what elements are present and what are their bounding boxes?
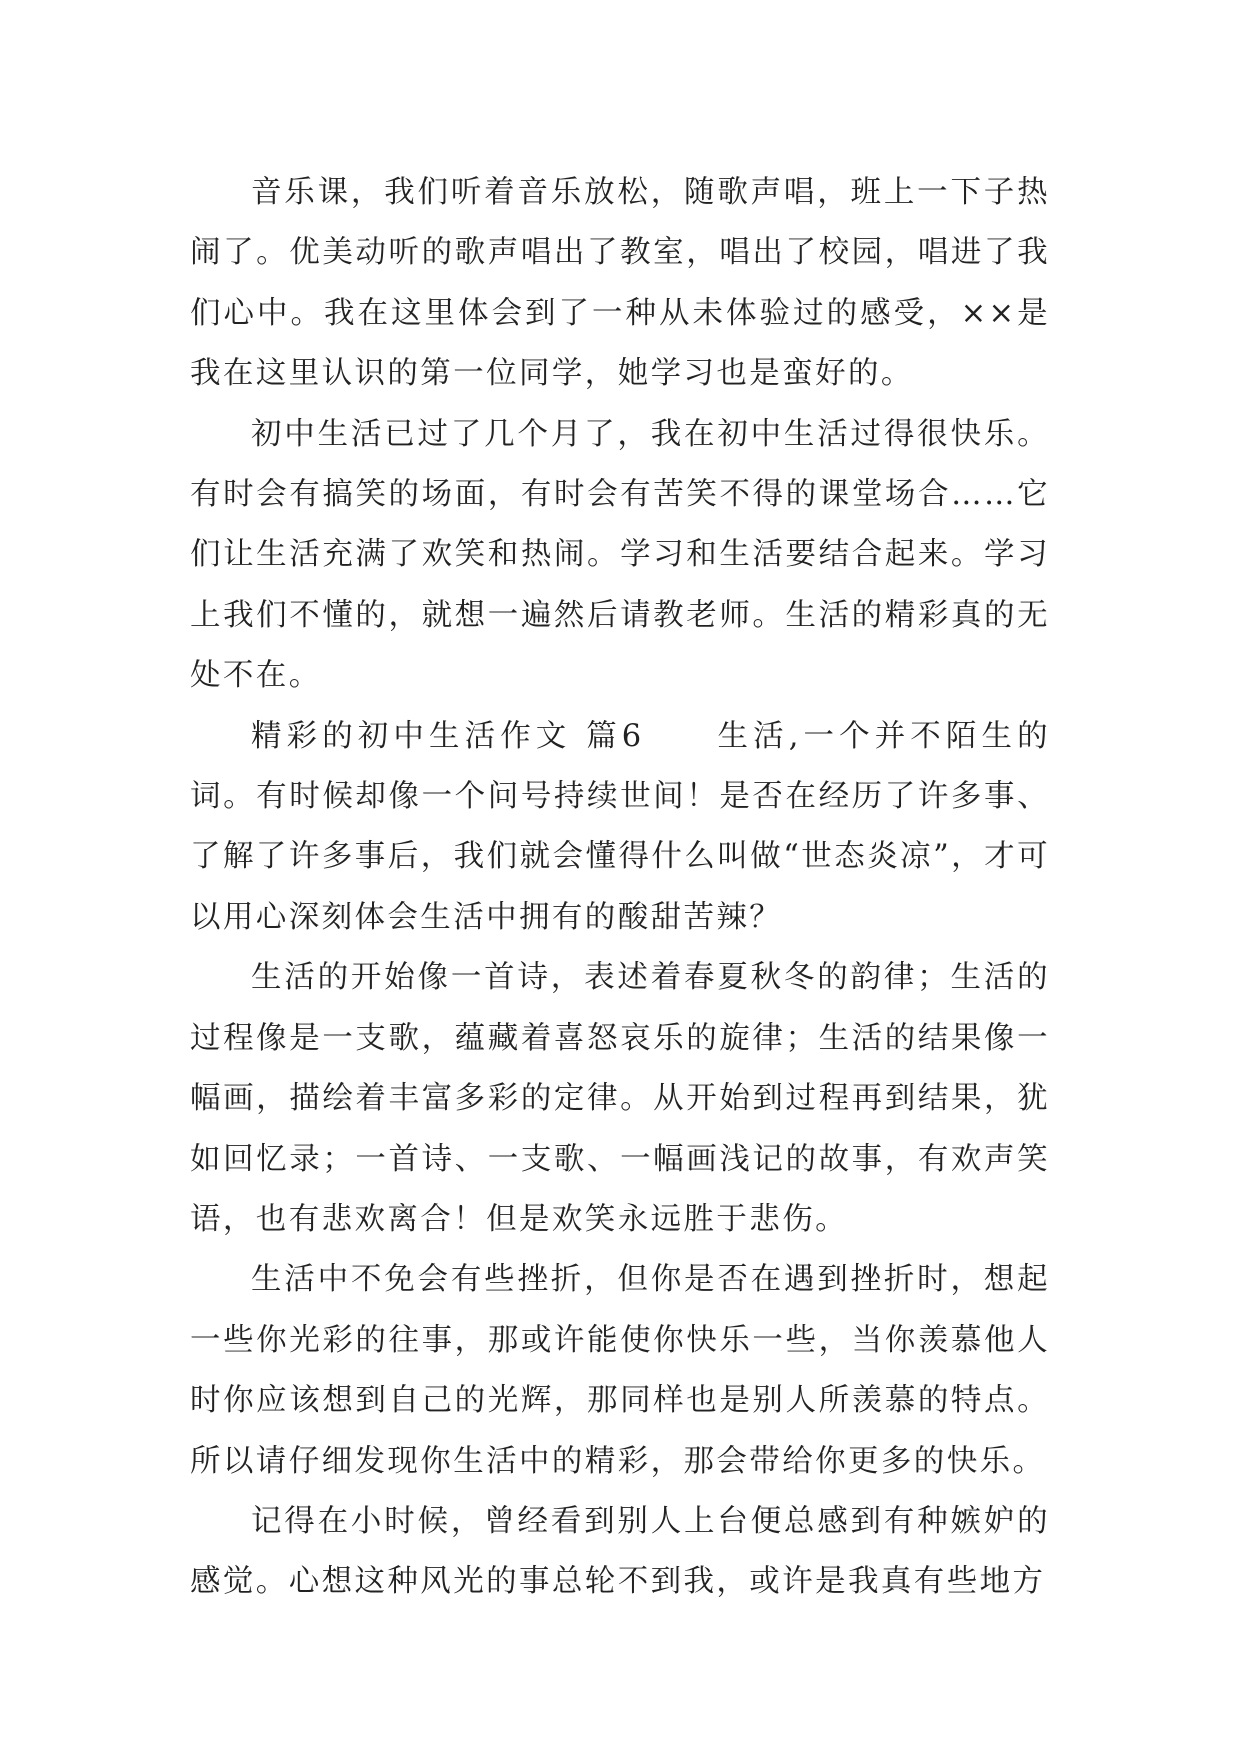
- paragraph-essay-6-intro: 精彩的初中生活作文 篇6 生活,一个并不陌生的词。有时候却像一个问号持续世间！是否在经历了许多事、了解了许多事后，我们就会懂得什么叫做“世态炎凉”，才可以用心深刻体会生活中拥有的酸甜苦辣？: [190, 718, 1050, 935]
- paragraph-life-metaphor: 生活的开始像一首诗，表述着春夏秋冬的韵律；生活的过程像是一支歌，蕴藏着喜怒哀乐的旋律；生活的结果像一幅画，描绘着丰富多彩的定律。从开始到过程再到结果，犹如回忆录；一首诗、一支歌、一幅画浅记的故事，有欢声笑语，也有悲欢离合！但是欢笑永远胜于悲伤。: [190, 960, 1050, 1237]
- paragraph-setbacks: 生活中不免会有些挫折，但你是否在遇到挫折时，想起一些你光彩的往事，那或许能使你快乐一些，当你羡慕他人时你应该想到自己的光辉，那同样也是别人所羡慕的特点。所以请仔细发现你生活中的精彩，那会带给你更多的快乐。: [190, 1262, 1050, 1479]
- paragraph-childhood-memory: 记得在小时候，曾经看到别人上台便总感到有种嫉妒的感觉。心想这种风光的事总轮不到我，或许是我真有些地方: [190, 1503, 1050, 1600]
- essay-body: [190, 163, 1050, 1613]
- paragraph-music-class: 音乐课，我们听着音乐放松，随歌声唱，班上一下子热闹了。优美动听的歌声唱出了教室，唱出了校园，唱进了我们心中。我在这里体会到了一种从未体验过的感受，××是我在这里认识的第一位同学，她学习也是蛮好的。: [190, 175, 1050, 392]
- paragraph-middle-school-life: 初中生活已过了几个月了，我在初中生活过得很快乐。有时会有搞笑的场面，有时会有苦笑不得的课堂场合……它们让生活充满了欢笑和热闹。学习和生活要结合起来。学习上我们不懂的，就想一遍然后请教老师。生活的精彩真的无处不在。: [190, 416, 1050, 694]
